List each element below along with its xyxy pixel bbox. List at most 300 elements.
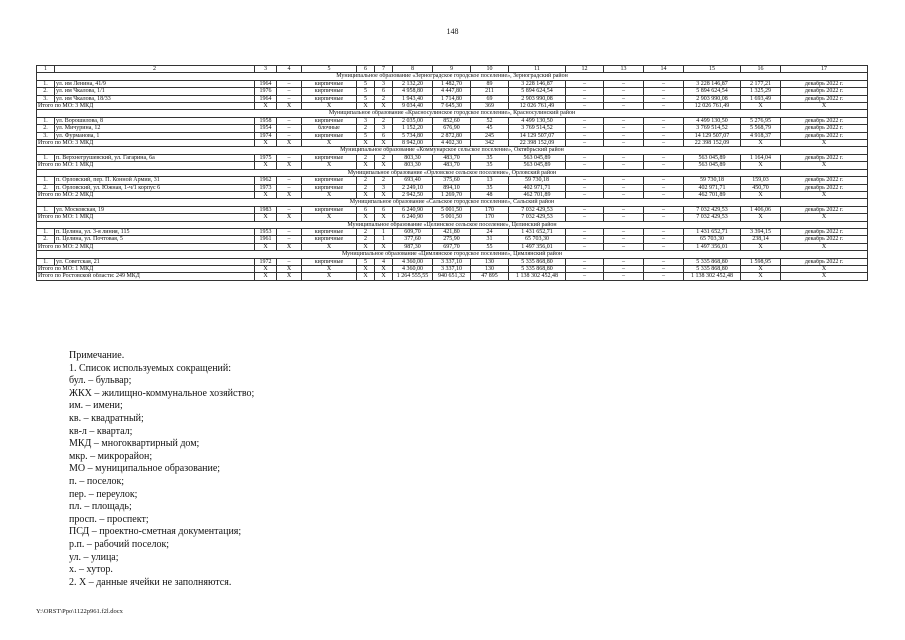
table-cell: X bbox=[357, 265, 375, 272]
table-cell: X bbox=[255, 265, 277, 272]
table-cell: 563 045,89 bbox=[509, 162, 566, 169]
table-cell: – bbox=[566, 80, 604, 87]
table-cell: – bbox=[644, 80, 684, 87]
table-cell: X bbox=[741, 273, 781, 280]
table-cell: кирпичные bbox=[302, 80, 357, 87]
note-line: ЖКХ – жилищно-коммунальное хозяйство; bbox=[69, 387, 255, 399]
page-number: 148 bbox=[446, 27, 459, 36]
table-cell: – bbox=[604, 88, 644, 95]
table-cell: X bbox=[302, 103, 357, 110]
section-row bbox=[37, 251, 868, 258]
table-row bbox=[37, 117, 868, 124]
table-cell: X bbox=[277, 103, 302, 110]
table-cell: 5 894 624,54 bbox=[509, 88, 566, 95]
table-cell: X bbox=[357, 273, 375, 280]
table-cell: 22 398 152,09 bbox=[684, 140, 741, 147]
table-cell: X bbox=[277, 243, 302, 250]
table-cell: 7 645,30 bbox=[433, 103, 471, 110]
table-cell: X bbox=[781, 140, 868, 147]
table-cell: – bbox=[604, 243, 644, 250]
table-cell: кирпичные bbox=[302, 206, 357, 213]
table-cell: 1964 bbox=[255, 80, 277, 87]
table-cell: 377,60 bbox=[393, 236, 433, 243]
header-cell: 5 bbox=[302, 66, 357, 73]
table-cell: – bbox=[644, 117, 684, 124]
table-cell: 2 903 990,08 bbox=[684, 95, 741, 102]
table-cell: 852,60 bbox=[433, 117, 471, 124]
table-cell: X bbox=[375, 265, 393, 272]
table-cell: 2 872,80 bbox=[433, 132, 471, 139]
table-cell: – bbox=[604, 162, 644, 169]
table-cell: X bbox=[302, 191, 357, 198]
table-cell: 47 895 bbox=[471, 273, 509, 280]
section-row bbox=[37, 147, 868, 154]
table-cell: – bbox=[644, 206, 684, 213]
table-cell: X bbox=[781, 273, 868, 280]
table-cell: 3. bbox=[37, 132, 55, 139]
header-cell: 8 bbox=[393, 66, 433, 73]
table-cell: 2 132,20 bbox=[393, 80, 433, 87]
table-cell: – bbox=[277, 177, 302, 184]
table-cell: п. Орловский, пер. П. Конной Армии, 31 bbox=[55, 177, 255, 184]
total-label: Итого по МО: 3 МКД bbox=[37, 140, 255, 147]
table-cell: X bbox=[781, 214, 868, 221]
header-cell: 7 bbox=[375, 66, 393, 73]
table-cell: – bbox=[277, 228, 302, 235]
table-cell: 1 431 652,71 bbox=[509, 228, 566, 235]
total-label: Итого по МО: 2 МКД bbox=[37, 191, 255, 198]
table-row bbox=[37, 88, 868, 95]
table-cell: X bbox=[255, 243, 277, 250]
section-title: Муниципальное образование «Зерноградское городское поселение», Зерноградский район bbox=[37, 73, 868, 80]
table-row bbox=[37, 125, 868, 132]
table-cell: 7 032 429,53 bbox=[509, 214, 566, 221]
table-cell: ул. Московская, 19 bbox=[55, 206, 255, 213]
table-cell: 2. bbox=[37, 88, 55, 95]
table-cell: ул. Советская, 21 bbox=[55, 258, 255, 265]
table-cell: – bbox=[566, 206, 604, 213]
table-cell: X bbox=[255, 162, 277, 169]
table-cell: 563 045,89 bbox=[684, 162, 741, 169]
header-cell: 6 bbox=[357, 66, 375, 73]
table-cell: 2. bbox=[37, 125, 55, 132]
note-line: мкр. – микрорайон; bbox=[69, 450, 153, 462]
table-cell: – bbox=[644, 228, 684, 235]
table-cell: 5 335 868,80 bbox=[684, 265, 741, 272]
table-cell: декабрь 2022 г. bbox=[781, 80, 868, 87]
file-path-footer: Y:\ORST\Ppo\1122p961.f2l.docx bbox=[36, 608, 123, 615]
table-cell: 5 bbox=[357, 132, 375, 139]
table-cell: – bbox=[604, 103, 644, 110]
header-cell: 14 bbox=[644, 66, 684, 73]
table-cell: 5 734,80 bbox=[393, 132, 433, 139]
table-cell: 1. bbox=[37, 206, 55, 213]
table-cell: – bbox=[644, 191, 684, 198]
table-cell: декабрь 2022 г. bbox=[781, 184, 868, 191]
table-cell: 1. bbox=[37, 80, 55, 87]
table-cell: X bbox=[277, 191, 302, 198]
table-cell: 6 bbox=[357, 206, 375, 213]
table-cell: 1962 bbox=[255, 177, 277, 184]
table-cell: 4 bbox=[375, 258, 393, 265]
table-cell: 2 249,10 bbox=[393, 184, 433, 191]
table-cell: 940 651,32 bbox=[433, 273, 471, 280]
table-cell: – bbox=[644, 162, 684, 169]
table-cell: X bbox=[741, 191, 781, 198]
table-cell: 35 bbox=[471, 184, 509, 191]
table-cell: декабрь 2022 г. bbox=[781, 95, 868, 102]
table-cell: п. Целина, ул. 3-я линия, 115 bbox=[55, 228, 255, 235]
total-row bbox=[37, 265, 868, 272]
table-cell: X bbox=[741, 265, 781, 272]
table-cell: кирпичные bbox=[302, 177, 357, 184]
table-cell: – bbox=[566, 95, 604, 102]
table-cell: 1975 bbox=[255, 154, 277, 161]
table-cell: – bbox=[604, 184, 644, 191]
note-line: пл. – площадь; bbox=[69, 501, 132, 513]
table-cell: 35 bbox=[471, 162, 509, 169]
section-title: Муниципальное образование «Коммунарское сельское поселение», Октябрьский район bbox=[37, 147, 868, 154]
table-cell: 1964 bbox=[255, 95, 277, 102]
table-row bbox=[37, 206, 868, 213]
table-cell: 563 045,89 bbox=[509, 154, 566, 161]
header-cell: 2 bbox=[55, 66, 255, 73]
table-cell: X bbox=[781, 243, 868, 250]
note-line: ПСД – проектно-сметная документация; bbox=[69, 526, 242, 538]
table-cell: X bbox=[375, 243, 393, 250]
table-cell: 2. bbox=[37, 236, 55, 243]
note-line: бул. – бульвар; bbox=[69, 375, 132, 387]
table-cell: декабрь 2022 г. bbox=[781, 125, 868, 132]
table-cell: 89 bbox=[471, 80, 509, 87]
note-line: просп. – проспект; bbox=[69, 513, 149, 525]
table-cell: кирпичные bbox=[302, 258, 357, 265]
table-cell: X bbox=[255, 103, 277, 110]
table-cell: 2 bbox=[375, 154, 393, 161]
table-cell: – bbox=[644, 265, 684, 272]
section-row bbox=[37, 221, 868, 228]
table-cell: 238,14 bbox=[741, 236, 781, 243]
table-cell: 1 325,29 bbox=[741, 88, 781, 95]
table-cell: ул. им Ленина, 41/9 bbox=[55, 80, 255, 87]
table-cell: 402 971,71 bbox=[684, 184, 741, 191]
table-cell: 245 bbox=[471, 132, 509, 139]
table-cell: X bbox=[781, 103, 868, 110]
table-cell: 1. bbox=[37, 177, 55, 184]
table-cell: 130 bbox=[471, 258, 509, 265]
table-cell: декабрь 2022 г. bbox=[781, 132, 868, 139]
table-cell: – bbox=[566, 132, 604, 139]
table-cell: декабрь 2022 г. bbox=[781, 236, 868, 243]
table-cell: – bbox=[604, 236, 644, 243]
table-cell: 369 bbox=[471, 103, 509, 110]
table-cell: X bbox=[277, 162, 302, 169]
table-cell: 4 360,00 bbox=[393, 258, 433, 265]
table-cell: – bbox=[566, 154, 604, 161]
table-cell: – bbox=[604, 265, 644, 272]
table-cell: 5 568,79 bbox=[741, 125, 781, 132]
table-cell: 1 714,80 bbox=[433, 95, 471, 102]
section-title: Муниципальное образование «Орловское сельское поселение», Орловский район bbox=[37, 169, 868, 176]
table-cell: кирпичные bbox=[302, 132, 357, 139]
table-cell: 342 bbox=[471, 140, 509, 147]
table-cell: 59 730,18 bbox=[684, 177, 741, 184]
table-cell: – bbox=[644, 95, 684, 102]
table-cell: 2 bbox=[357, 177, 375, 184]
table-cell: – bbox=[604, 80, 644, 87]
table-cell: 563 045,89 bbox=[684, 154, 741, 161]
table-cell: – bbox=[604, 125, 644, 132]
table-cell: 170 bbox=[471, 206, 509, 213]
table-cell: 3 bbox=[375, 80, 393, 87]
section-title: Муниципальное образование «Сальское городское поселение», Сальский район bbox=[37, 199, 868, 206]
table-cell: 45 bbox=[471, 125, 509, 132]
table-cell: 24 bbox=[471, 228, 509, 235]
table-cell: 1 693,49 bbox=[741, 95, 781, 102]
table-cell: X bbox=[357, 162, 375, 169]
table-cell: 676,90 bbox=[433, 125, 471, 132]
table-cell: – bbox=[644, 132, 684, 139]
total-label: Итого по МО: 1 МКД bbox=[37, 265, 255, 272]
table-cell: 1. bbox=[37, 154, 55, 161]
table-row bbox=[37, 132, 868, 139]
table-cell: 402 971,71 bbox=[509, 184, 566, 191]
note-line: МКД – многоквартирный дом; bbox=[69, 438, 200, 450]
table-cell: – bbox=[604, 191, 644, 198]
table-cell: 22 398 152,09 bbox=[509, 140, 566, 147]
table-cell: блочные bbox=[302, 125, 357, 132]
table-cell: – bbox=[604, 132, 644, 139]
table-cell: 159,03 bbox=[741, 177, 781, 184]
table-cell: 5 001,50 bbox=[433, 214, 471, 221]
table-cell: ул. им Чкалова, 1/1 bbox=[55, 88, 255, 95]
table-cell: 4 402,30 bbox=[433, 140, 471, 147]
table-cell: 170 bbox=[471, 214, 509, 221]
table-cell: X bbox=[741, 162, 781, 169]
table-cell: – bbox=[277, 154, 302, 161]
table-cell: 894,10 bbox=[433, 184, 471, 191]
table-cell: 275,90 bbox=[433, 236, 471, 243]
table-cell: 6 bbox=[375, 206, 393, 213]
table-cell: – bbox=[644, 154, 684, 161]
table-cell: 693,40 bbox=[393, 177, 433, 184]
table-cell: X bbox=[302, 243, 357, 250]
table-cell: 1 943,40 bbox=[393, 95, 433, 102]
header-cell: 12 bbox=[566, 66, 604, 73]
table-cell: 1. bbox=[37, 258, 55, 265]
header-cell: 15 bbox=[684, 66, 741, 73]
table-cell: – bbox=[644, 103, 684, 110]
header-row bbox=[37, 66, 868, 73]
table-cell: 2 bbox=[375, 117, 393, 124]
table-cell: 3 769 514,52 bbox=[684, 125, 741, 132]
table-cell: 65 703,30 bbox=[684, 236, 741, 243]
table-cell: – bbox=[604, 117, 644, 124]
table-cell: кирпичные bbox=[302, 88, 357, 95]
table-cell: – bbox=[604, 258, 644, 265]
table-cell: – bbox=[277, 132, 302, 139]
table-cell: – bbox=[277, 117, 302, 124]
table-cell: 4 918,37 bbox=[741, 132, 781, 139]
note-line: кв-л – квартал; bbox=[69, 425, 133, 437]
table-cell: X bbox=[375, 214, 393, 221]
note-line: пер. – переулок; bbox=[69, 488, 138, 500]
table-cell: 803,30 bbox=[393, 162, 433, 169]
total-label: Итого по МО: 1 МКД bbox=[37, 162, 255, 169]
table-cell: 1973 bbox=[255, 184, 277, 191]
table-cell: 5 276,95 bbox=[741, 117, 781, 124]
table-cell: 4 499 130,50 bbox=[684, 117, 741, 124]
table-cell: декабрь 2022 г. bbox=[781, 154, 868, 161]
section-row bbox=[37, 73, 868, 80]
table-cell: 609,70 bbox=[393, 228, 433, 235]
table-cell: 987,30 bbox=[393, 243, 433, 250]
table-cell: 1972 bbox=[255, 258, 277, 265]
table-cell: 4 499 130,50 bbox=[509, 117, 566, 124]
table-cell: 1 497 356,01 bbox=[684, 243, 741, 250]
table-cell: 1958 bbox=[255, 117, 277, 124]
table-cell: 3 bbox=[357, 117, 375, 124]
table-cell: – bbox=[604, 140, 644, 147]
table-cell: 421,80 bbox=[433, 228, 471, 235]
table-cell: X bbox=[255, 273, 277, 280]
table-cell: 2 177,21 bbox=[741, 80, 781, 87]
table-row bbox=[37, 154, 868, 161]
table-cell: – bbox=[644, 258, 684, 265]
table-cell: X bbox=[375, 191, 393, 198]
table-cell: – bbox=[644, 273, 684, 280]
table-cell: декабрь 2022 г. bbox=[781, 117, 868, 124]
table-cell: 55 bbox=[471, 243, 509, 250]
table-cell: кирпичные bbox=[302, 228, 357, 235]
table-cell: 14 129 507,07 bbox=[509, 132, 566, 139]
note-line: Примечание. bbox=[69, 350, 125, 361]
table-cell: ул. им Чкалова, 18/33 bbox=[55, 95, 255, 102]
table-cell: 3 228 146,87 bbox=[684, 80, 741, 87]
table-cell: – bbox=[566, 273, 604, 280]
table-cell: 1976 bbox=[255, 88, 277, 95]
table-cell: 3 228 146,87 bbox=[509, 80, 566, 87]
section-row bbox=[37, 110, 868, 117]
table-cell: – bbox=[566, 117, 604, 124]
table-cell: 130 bbox=[471, 265, 509, 272]
header-cell: 9 bbox=[433, 66, 471, 73]
header-cell: 16 bbox=[741, 66, 781, 73]
table-cell: 5 bbox=[357, 258, 375, 265]
table-cell: – bbox=[644, 125, 684, 132]
table-cell: X bbox=[375, 140, 393, 147]
table-cell: X bbox=[357, 214, 375, 221]
table-cell: – bbox=[566, 236, 604, 243]
table-cell: – bbox=[644, 184, 684, 191]
note-line: кв. – квадратный; bbox=[69, 412, 144, 424]
header-cell: 10 bbox=[471, 66, 509, 73]
table-cell: 5 001,50 bbox=[433, 206, 471, 213]
table-cell: 35 bbox=[471, 154, 509, 161]
table-cell: 5 894 624,54 bbox=[684, 88, 741, 95]
table-cell: 2 bbox=[357, 125, 375, 132]
table-cell: – bbox=[566, 184, 604, 191]
table-cell: 1954 bbox=[255, 125, 277, 132]
table-cell: – bbox=[604, 95, 644, 102]
section-title: Муниципальное образование «Цимлянское городское поселение», Цимлянский район bbox=[37, 251, 868, 258]
table-row bbox=[37, 95, 868, 102]
table-cell: 2 bbox=[375, 95, 393, 102]
table-cell: – bbox=[566, 265, 604, 272]
table-cell: п. Целина, ул. Почтовая, 5 bbox=[55, 236, 255, 243]
table-cell: 4 447,80 bbox=[433, 88, 471, 95]
table-cell: 1 406,06 bbox=[741, 206, 781, 213]
table-row bbox=[37, 258, 868, 265]
table-cell: кирпичные bbox=[302, 117, 357, 124]
total-row bbox=[37, 140, 868, 147]
note-line: МО – муниципальное образование; bbox=[69, 463, 221, 475]
table-cell: – bbox=[566, 88, 604, 95]
table-cell: 69 bbox=[471, 95, 509, 102]
table-cell: 1 164,04 bbox=[741, 154, 781, 161]
table-cell: 1 138 302 452,48 bbox=[684, 273, 741, 280]
table-cell: – bbox=[604, 214, 644, 221]
total-label: Итого по МО: 2 МКД bbox=[37, 243, 255, 250]
table-cell: 2 bbox=[357, 236, 375, 243]
section-row bbox=[37, 199, 868, 206]
table-cell: 3 bbox=[375, 125, 393, 132]
table-cell: 483,70 bbox=[433, 154, 471, 161]
table-cell: 6 240,90 bbox=[393, 206, 433, 213]
table-cell: – bbox=[277, 184, 302, 191]
table-cell: 3 bbox=[375, 184, 393, 191]
table-cell: 1961 bbox=[255, 236, 277, 243]
table-cell: X bbox=[302, 265, 357, 272]
table-cell: кирпичные bbox=[302, 236, 357, 243]
total-label: Итого по МО: 1 МКД bbox=[37, 214, 255, 221]
table-cell: – bbox=[566, 162, 604, 169]
note-line: 1. Список используемых сокращений: bbox=[69, 362, 232, 374]
note-line: п. – поселок; bbox=[69, 475, 125, 487]
table-cell: – bbox=[604, 154, 644, 161]
table-cell: 7 032 429,53 bbox=[684, 214, 741, 221]
table-cell: 2 bbox=[375, 177, 393, 184]
table-cell: 1983 bbox=[255, 206, 277, 213]
header-cell: 4 bbox=[277, 66, 302, 73]
table-cell: 14 129 507,07 bbox=[684, 132, 741, 139]
table-cell: кирпичные bbox=[302, 95, 357, 102]
table-cell: X bbox=[375, 273, 393, 280]
table-cell: 5 bbox=[357, 88, 375, 95]
note-line: им. – имени; bbox=[69, 400, 123, 412]
table-cell: – bbox=[566, 140, 604, 147]
table-cell: декабрь 2022 г. bbox=[781, 258, 868, 265]
table-cell: 48 bbox=[471, 191, 509, 198]
header-cell: 1 bbox=[37, 66, 55, 73]
table-cell: – bbox=[277, 258, 302, 265]
table-cell: 2 942,50 bbox=[393, 191, 433, 198]
table-cell: 1 bbox=[375, 228, 393, 235]
table-cell: ул. Фурманова, 1 bbox=[55, 132, 255, 139]
notes-block bbox=[69, 350, 254, 589]
table-cell: X bbox=[302, 214, 357, 221]
table-cell: 1953 bbox=[255, 228, 277, 235]
table-cell: 1 264 555,55 bbox=[393, 273, 433, 280]
table-cell: – bbox=[644, 236, 684, 243]
note-line: х. – хутор. bbox=[69, 564, 113, 576]
table-cell: X bbox=[277, 273, 302, 280]
table-cell: 462 701,89 bbox=[684, 191, 741, 198]
table-cell: 31 bbox=[471, 236, 509, 243]
table-row bbox=[37, 236, 868, 243]
table-cell: – bbox=[644, 140, 684, 147]
table-cell: 1 152,20 bbox=[393, 125, 433, 132]
